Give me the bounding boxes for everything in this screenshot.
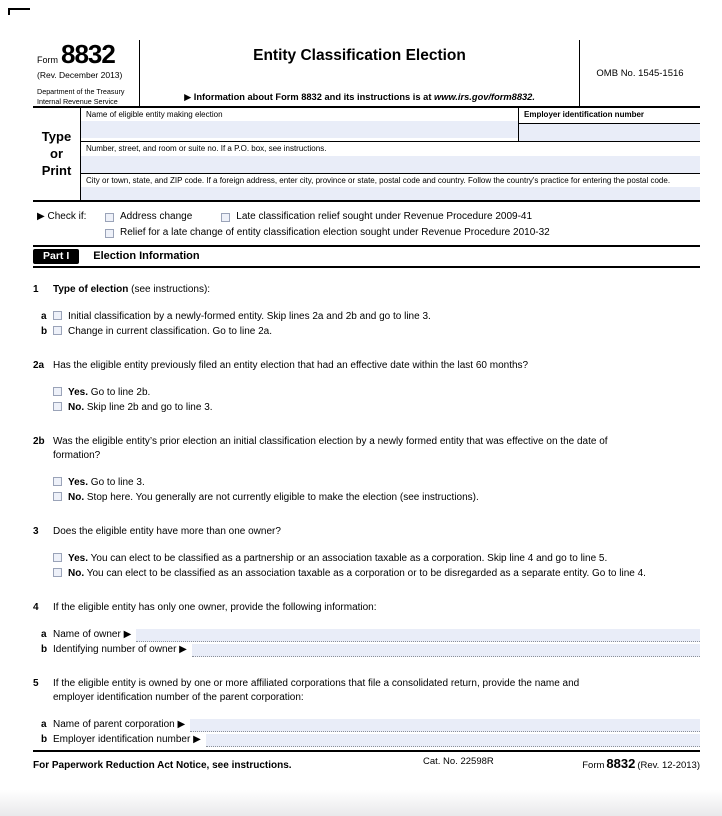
checkbox-2b-no[interactable]	[53, 492, 62, 501]
line-2a	[33, 359, 700, 373]
line-2a-yes-text	[68, 385, 150, 400]
line-4-number: 4	[33, 602, 39, 614]
or-word: or	[50, 145, 63, 161]
line-1-question	[53, 283, 700, 297]
line-2a-no-text	[68, 400, 213, 415]
part1-header-bar	[33, 245, 700, 268]
checkbox-2a-no[interactable]	[53, 402, 62, 411]
checkbox-late-classification-relief[interactable]	[221, 213, 230, 222]
line-2a-no	[33, 400, 700, 415]
address-change-label: Address change	[120, 211, 193, 223]
part1-badge: Part I	[33, 249, 79, 264]
line-3-yes-text	[68, 551, 607, 566]
line-2b	[33, 435, 700, 463]
paperwork-notice: For Paperwork Reduction Act Notice, see instructions.	[33, 760, 292, 771]
checkbox-3-yes[interactable]	[53, 553, 62, 562]
parent-ein-field[interactable]	[206, 734, 700, 747]
part1-title: Election Information	[93, 250, 200, 263]
line-2b-number: 2b	[33, 436, 45, 448]
footer-form-word: Form	[582, 760, 605, 771]
city-label: City or town, state, and ZIP code. If a foreign address, enter city, province or state, postal code and country. Follow the country's practice for entering the postal code.	[86, 175, 671, 185]
crop-mark	[8, 8, 30, 15]
form-sheet	[33, 0, 700, 816]
line-4b-letter: b	[41, 644, 48, 656]
agency-line2: Internal Revenue Service	[37, 96, 118, 106]
check-if-row-1	[33, 209, 700, 224]
form-number: 8832	[61, 39, 115, 69]
entity-name-input[interactable]	[81, 121, 518, 138]
line-2b-no	[33, 490, 700, 505]
line-2b-yes-bold: Yes.	[68, 477, 89, 489]
omb-number: OMB No. 1545-1516	[596, 67, 684, 79]
line-2a-yes-bold: Yes.	[68, 387, 89, 399]
ein-cell	[518, 108, 700, 141]
line-3-no	[33, 566, 700, 581]
ein-input[interactable]	[519, 124, 700, 141]
line-5b	[33, 732, 700, 747]
line-2b-no-text	[68, 490, 479, 505]
line-3-yes-rest: You can elect to be classified as a partnership or an association taxable as a corporation. Skip line 4 and go to line 5.	[88, 553, 608, 565]
info-line	[140, 92, 579, 103]
print-word: Print	[41, 162, 72, 178]
line-3-no-rest: You can elect to be classified as an association taxable as a corporation or to be disregarded as a separate entity. Go to line 4.	[84, 568, 646, 580]
name-of-owner-field[interactable]	[136, 629, 700, 642]
late-classification-relief-label: Late classification relief sought under Revenue Procedure 2009-41	[236, 211, 533, 223]
check-if-row-2	[33, 225, 700, 240]
check-if-section	[33, 209, 700, 240]
footer-revision: (Rev. 12-2013)	[637, 760, 700, 771]
line-3-yes-bold: Yes.	[68, 553, 89, 565]
entity-row-city	[81, 174, 700, 200]
entity-name-cell	[81, 108, 518, 141]
page-bottom-shade	[0, 790, 722, 816]
info-url-link[interactable]: www.irs.gov/form8832.	[434, 92, 535, 102]
line-2a-no-bold: No.	[68, 402, 85, 414]
line-5-number: 5	[33, 678, 39, 690]
line-5a	[33, 717, 700, 732]
line-1	[33, 283, 700, 297]
form-number-block	[33, 40, 140, 106]
revision-date: (Rev. December 2013)	[37, 70, 123, 80]
line-4	[33, 601, 700, 615]
line-3-no-bold: No.	[68, 568, 85, 580]
line-2a-yes	[33, 385, 700, 400]
line-1b-text: Change in current classification. Go to line 2a.	[68, 326, 272, 338]
line-4a	[33, 627, 700, 642]
line-5a-label: Name of parent corporation ▶	[53, 719, 186, 731]
form-title: Entity Classification Election	[253, 47, 466, 64]
line-2a-yes-rest: Go to line 2b.	[88, 387, 151, 399]
agency-name	[37, 87, 135, 106]
street-input[interactable]	[81, 156, 700, 173]
omb-block	[580, 40, 700, 106]
footer-form-id	[582, 756, 700, 771]
late-change-relief-label: Relief for a late change of entity classification election sought under Revenue Procedure 2010-32	[120, 227, 550, 239]
line-1a-text: Initial classification by a newly-formed entity. Skip lines 2a and 2b and go to line 3.	[68, 311, 431, 323]
line-5b-label: Employer identification number ▶	[53, 734, 201, 746]
type-word: Type	[41, 128, 72, 144]
entity-name-label: Name of eligible entity making election	[86, 110, 223, 119]
entity-row-name-ein	[81, 108, 700, 142]
checkbox-late-change-relief[interactable]	[105, 229, 114, 238]
type-or-print-label	[33, 108, 80, 200]
line-3-number: 3	[33, 526, 39, 538]
line-3-question: Does the eligible entity have more than one owner?	[53, 526, 281, 538]
line-1a-letter: a	[41, 311, 47, 323]
line-2b-no-rest: Stop here. You generally are not currently eligible to make the election (see instructions).	[84, 492, 479, 504]
line-1-number: 1	[33, 284, 39, 296]
line-3-yes	[33, 551, 700, 566]
entity-table	[80, 108, 700, 200]
line-2b-yes	[33, 475, 700, 490]
form-footer	[33, 750, 700, 771]
agency-line1: Department of the Treasury	[37, 87, 125, 96]
title-block	[140, 40, 580, 106]
catalog-number: Cat. No. 22598R	[423, 756, 494, 767]
line-4b	[33, 642, 700, 657]
checkbox-1b-change-classification[interactable]	[53, 326, 62, 335]
form-word: Form	[37, 55, 58, 65]
info-prefix: ▶ Information about Form 8832 and its instructions is at	[184, 92, 434, 102]
line-4a-letter: a	[41, 629, 47, 641]
check-if-label: ▶ Check if:	[37, 211, 87, 223]
line-5a-letter: a	[41, 719, 47, 731]
line-2a-no-rest: Skip line 2b and go to line 3.	[84, 402, 213, 414]
ein-label: Employer identification number	[519, 108, 700, 124]
line-4a-label: Name of owner ▶	[53, 629, 132, 641]
line-2b-yes-text	[68, 475, 145, 490]
election-information	[33, 283, 700, 747]
checkbox-3-no[interactable]	[53, 568, 62, 577]
city-input[interactable]	[81, 187, 700, 200]
checkbox-1a-initial-classification[interactable]	[53, 311, 62, 320]
checkbox-address-change[interactable]	[105, 213, 114, 222]
checkbox-2a-yes[interactable]	[53, 387, 62, 396]
line-2a-question: Has the eligible entity previously filed an entity election that had an effective date within the last 60 months?	[53, 360, 529, 372]
line-1-question-bold: Type of election	[53, 284, 129, 296]
identifying-number-of-owner-field[interactable]	[192, 644, 700, 657]
checkbox-2b-yes[interactable]	[53, 477, 62, 486]
form-header	[33, 40, 700, 108]
line-5-question: If the eligible entity is owned by one or more affiliated corporations that file a consolidated return, provide the name and employer identification number of the parent corporation:	[53, 678, 580, 704]
line-2b-question: Was the eligible entity’s prior election an initial classification election by a newly formed entity that was effective on the date of formation?	[53, 436, 608, 462]
line-5	[33, 677, 700, 705]
line-2b-no-bold: No.	[68, 492, 85, 504]
line-1b-letter: b	[41, 326, 48, 338]
street-label: Number, street, and room or suite no. If a P.O. box, see instructions.	[86, 144, 327, 154]
line-1b	[33, 324, 700, 339]
line-3	[33, 525, 700, 539]
line-1-question-rest: (see instructions):	[128, 284, 211, 296]
line-1a	[33, 309, 700, 324]
line-5b-letter: b	[41, 734, 48, 746]
line-2a-number: 2a	[33, 360, 45, 372]
line-2b-yes-rest: Go to line 3.	[88, 477, 145, 489]
line-4b-label: Identifying number of owner ▶	[53, 644, 187, 656]
footer-form-number: 8832	[606, 756, 636, 771]
entity-info-section	[33, 108, 700, 202]
name-of-parent-corporation-field[interactable]	[190, 719, 700, 732]
line-4-question: If the eligible entity has only one owner, provide the following information:	[53, 602, 377, 614]
entity-row-street	[81, 142, 700, 173]
line-3-no-text	[68, 566, 646, 581]
